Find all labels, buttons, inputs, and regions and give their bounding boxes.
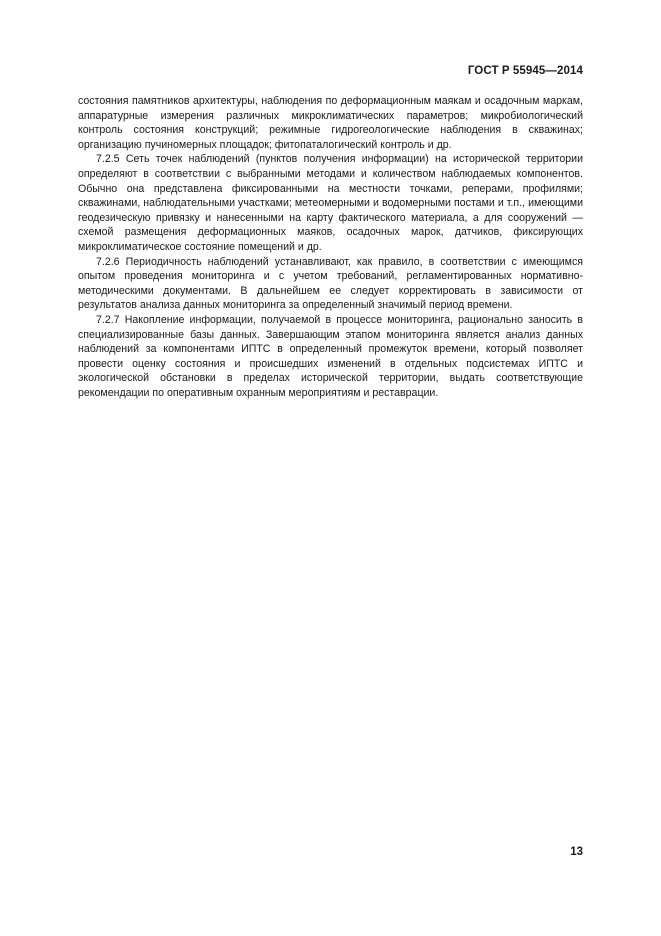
paragraph-7-2-7: 7.2.7 Накопление информации, получаемой в процессе мониторинга, рационально заносить в специализированные базы данных. Завершающим этапом мониторинга является анализ данных наблюдений за компонентами ИПТС в определенный промежуток времени, который позволяет провести оценку состояния и происшедших изменений в отдельных подсистемах ИПТС и экологической обстановки в пределах исторической территории, выдать соответствующие рекомендации по оперативным охранным мероприятиям и реставрации.	[78, 313, 583, 399]
paragraph-continuation: состояния памятников архитектуры, наблюдения по деформационным маякам и осадочным маркам, аппаратурные измерения различных микроклиматических параметров; микробиологический контроль состояния конструкций; режимные гидрогеологические наблюдения в скважинах; организацию пучиномерных площадок; фитопаталогический контроль и др.	[78, 95, 583, 151]
paragraph-7-2-6: 7.2.6 Периодичность наблюдений устанавливают, как правило, в соответствии с имеющимся опытом проведения мониторинга и с учетом требований, регламентированных нормативно-методическими документами. В дальнейшем ее следует корректировать в зависимости от результатов анализа данных мониторинга за определенный значимый период времени.	[78, 255, 583, 312]
document-body	[78, 94, 583, 400]
page-header-standard-code: ГОСТ Р 55945—2014	[467, 65, 583, 77]
paragraph-7-2-5: 7.2.5 Сеть точек наблюдений (пунктов получения информации) на исторической территории определяют в соответствии с выбранными методами и количеством наблюдаемых компонентов. Обычно она представлена фиксированными на местности точками, реперами, профилями; скважинами, наблюдательными участками; метеомерными и водомерными постами и т.п., имеющими геодезическую привязку и нанесенными на карту фактического материала, а для сооружений — схемой размещения деформационных маяков, осадочных марок, датчиков, фиксирующих микроклиматическое состояние помещений и др.	[78, 153, 583, 253]
page-number: 13	[570, 846, 583, 858]
